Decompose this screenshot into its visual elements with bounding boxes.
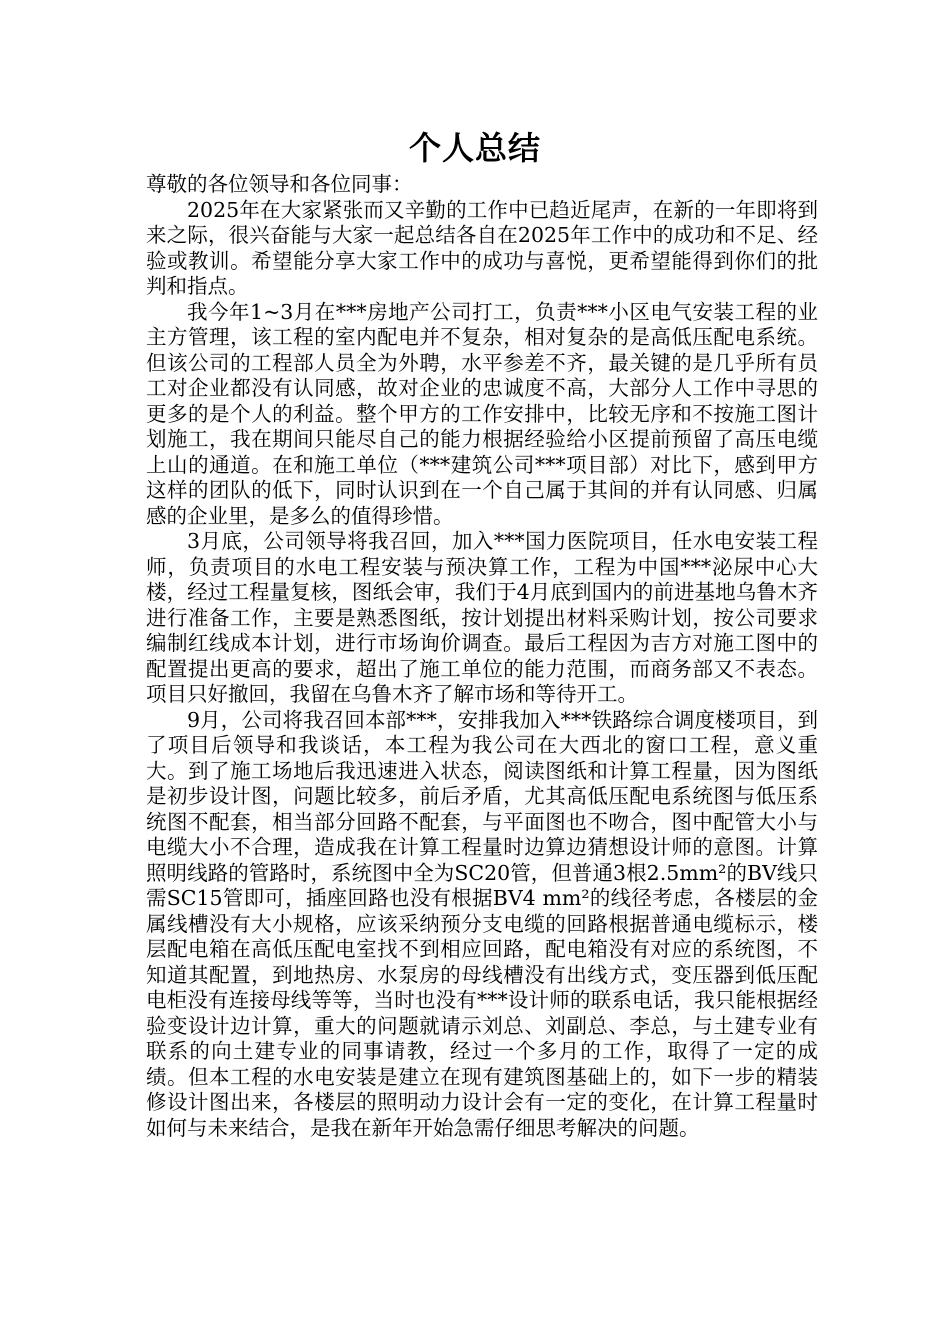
paragraph-2: 我今年1~3月在***房地产公司打工，负责***小区电气安装工程的业主方管理，该工程的室内配电并不复杂，相对复杂的是高低压配电系统。但该公司的工程部人员全为外聘，水平参差不齐，最关键的是几乎所有员工对企业都没有认同感，故对企业的忠诚度不高，大部分人工作中寻思的更多的是个人的利益。整个甲方的工作安排中，比较无序和不按施工图计划施工，我在期间只能尽自己的能力根据经验给小区提前预留了高压电缆上山的通道。在和施工单位（***建筑公司***项目部）对比下，感到甲方这样的团队的低下，同时认识到在一个自己属于其间的并有认同感、归属感的企业里，是多么的值得珍惜。 bbox=[146, 299, 818, 528]
paragraph-3: 3月底，公司领导将我召回，加入***国力医院项目，任水电安装工程师，负责项目的水电工程安装与预决算工作，工程为中国***泌尿中心大楼，经过工程量复核，图纸会审，我们于4月底到国内的前进基地乌鲁木齐进行准备工作，主要是熟悉图纸，按计划提出材料采购计划，按公司要求编制红线成本计划，进行市场询价调查。最后工程因为吉方对施工图中的配置提出更高的要求，超出了施工单位的能力范围，而商务部又不表态。项目只好撤回，我留在乌鲁木齐了解市场和等待开工。 bbox=[146, 529, 818, 706]
salutation: 尊敬的各位领导和各位同事： bbox=[146, 172, 413, 196]
paragraph-1: 2025年在大家紧张而又辛勤的工作中已趋近尾声，在新的一年即将到来之际，很兴奋能与大家一起总结各自在2025年工作中的成功和不足、经验或教训。希望能分享大家工作中的成功与喜悦，更希望能得到你们的批判和指点。 bbox=[146, 197, 818, 298]
paragraph-4: 9月，公司将我召回本部***，安排我加入***铁路综合调度楼项目，到了项目后领导和我谈话，本工程为我公司在大西北的窗口工程，意义重大。到了施工场地后我迅速进入状态，阅读图纸和计算工程量，因为图纸是初步设计图，问题比较多，前后矛盾，尤其高低压配电系统图与低压系统图不配套，相当部分回路不配套，与平面图也不吻合，图中配管大小与电缆大小不合理，造成我在计算工程量时边算边猜想设计师的意图。计算照明线路的管路时，系统图中全为SC20管，但普通3根2.5mm²的BV线只需SC15管即可，插座回路也没有根据BV4 mm²的线径考虑，各楼层的金属线槽没有大小规格，应该采纳预分支电缆的回路根据普通电缆标示，楼层配电箱在高低压配电室找不到相应回路，配电箱没有对应的系统图，不知道其配置，到地热房、水泵房的母线槽没有出线方式，变压器到低压配电柜没有连接母线等等，当时也没有***设计师的联系电话，我只能根据经验变设计边计算，重大的问题就请示刘总、刘副总、李总，与土建专业有联系的向土建专业的同事请教，经过一个多月的工作，取得了一定的成绩。但本工程的水电安装是建立在现有建筑图基础上的，如下一步的精装修设计图出来，各楼层的照明动力设计会有一定的变化，在计算工程量时如何与未来结合，是我在新年开始急需仔细思考解决的问题。 bbox=[146, 707, 818, 1140]
document-title: 个人总结 bbox=[408, 129, 541, 167]
document-body bbox=[146, 172, 818, 1141]
